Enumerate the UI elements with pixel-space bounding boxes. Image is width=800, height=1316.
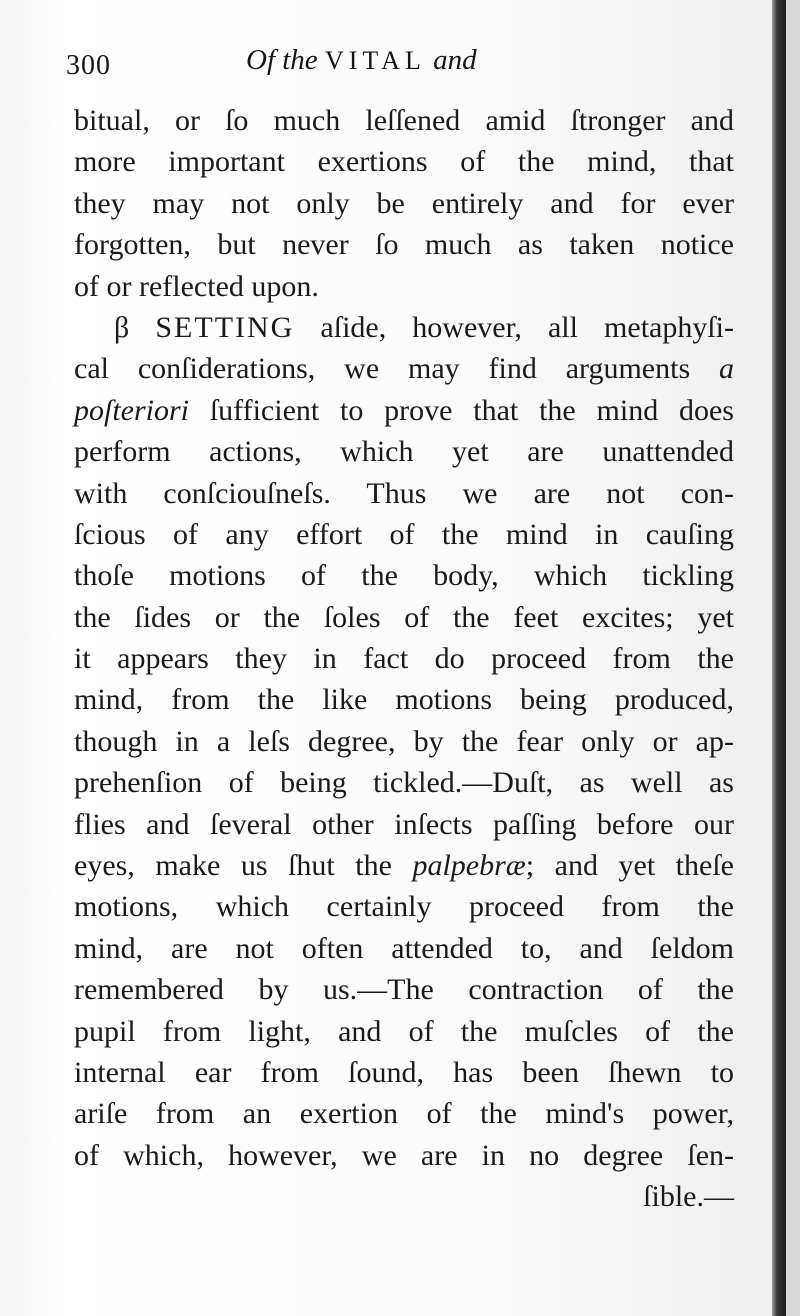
text-run-marker: β [114, 310, 130, 344]
text-run-italic: poſteriori [74, 393, 190, 427]
text-run-text: cal conſiderations, we may find arguments [74, 352, 719, 386]
text-line [74, 348, 734, 389]
body-text [74, 100, 734, 1218]
text-run-text: bitual, or ſo much leſſened amid ſtronger and [74, 104, 734, 137]
text-line [74, 638, 734, 679]
text-line [74, 141, 734, 182]
text-run-italic: palpebræ [412, 849, 526, 883]
text-run-text: remembered by us.—The contraction of the [74, 973, 734, 1007]
text-line [74, 555, 734, 596]
text-run-text: prehenſion of being tickled.—Duſt, as well as [74, 766, 734, 800]
text-line [74, 928, 734, 969]
text-line [74, 514, 734, 555]
text-line [74, 969, 734, 1010]
running-title-prefix: Of the [246, 44, 318, 76]
text-line [74, 886, 734, 927]
text-run-text: motions, which certainly proceed from the [74, 890, 734, 924]
text-line [74, 597, 734, 638]
text-run-text-after: ; and yet theſe [525, 849, 734, 883]
text-line [74, 1052, 734, 1093]
text-run-text: flies and ſeveral other inſects paſſing before our [74, 807, 734, 841]
text-line [74, 183, 734, 224]
text-line [74, 1093, 734, 1134]
text-run-text: the ſides or the ſoles of the feet excites; yet [74, 600, 734, 634]
text-run-text: pupil from light, and of the muſcles of the [74, 1014, 734, 1048]
text-run-text: eyes, make us ſhut the [74, 849, 413, 883]
text-run-text: perform actions, which yet are unattended [74, 435, 734, 469]
page-number: 300 [66, 50, 111, 81]
text-line [74, 431, 734, 472]
text-run-text: internal ear from ſound, has been ſhewn to [74, 1055, 734, 1089]
text-run-text: of or reflected upon. [74, 269, 319, 303]
text-line [74, 804, 734, 845]
page-gutter-shadow [772, 0, 786, 1316]
text-run-text: it appears they in fact do proceed from the [74, 642, 734, 676]
text-run-smallcaps: SETTING [155, 310, 295, 344]
text-run-text: mind, from the like motions being produced, [74, 683, 734, 717]
text-line [74, 679, 734, 720]
text-line [74, 307, 734, 348]
text-line [74, 1011, 734, 1052]
text-run-text: aſide, however, all metaphyſi- [294, 310, 735, 344]
text-line [74, 266, 734, 307]
running-title-caps: VITAL [324, 46, 426, 75]
text-run-text: of which, however, we are in no degree ſen- [74, 1138, 734, 1172]
text-run-text: though in a leſs degree, by the fear only or ap- [74, 724, 734, 758]
catchword: ſible.— [643, 1180, 734, 1214]
text-run-text: ſcious of any effort of the mind in cauſing [74, 517, 734, 551]
text-line [74, 390, 734, 431]
text-run-text: they may not only be entirely and for ever [74, 186, 734, 220]
text-run-italic: a [719, 352, 734, 386]
text-line [74, 762, 734, 803]
text-line [74, 721, 734, 762]
text-run-text: more important exertions of the mind, that [74, 145, 734, 179]
text-line [74, 100, 734, 141]
running-title [246, 44, 477, 77]
text-run-text: ſufficient to prove that the mind does [189, 393, 734, 427]
text-run-text: with conſciouſneſs. Thus we are not con- [74, 476, 734, 510]
text-run-text: ariſe from an exertion of the mind's power, [74, 1097, 734, 1131]
text-run-text: thoſe motions of the body, which tickling [74, 559, 734, 593]
running-title-suffix: and [433, 44, 477, 76]
text-line [74, 224, 734, 265]
text-line [74, 845, 734, 886]
text-run-text: mind, are not often attended to, and ſeldom [74, 931, 734, 965]
running-head [66, 42, 746, 86]
text-line [74, 473, 734, 514]
text-line [74, 1135, 734, 1176]
text-run-text: forgotten, but never ſo much as taken notice [74, 228, 734, 262]
